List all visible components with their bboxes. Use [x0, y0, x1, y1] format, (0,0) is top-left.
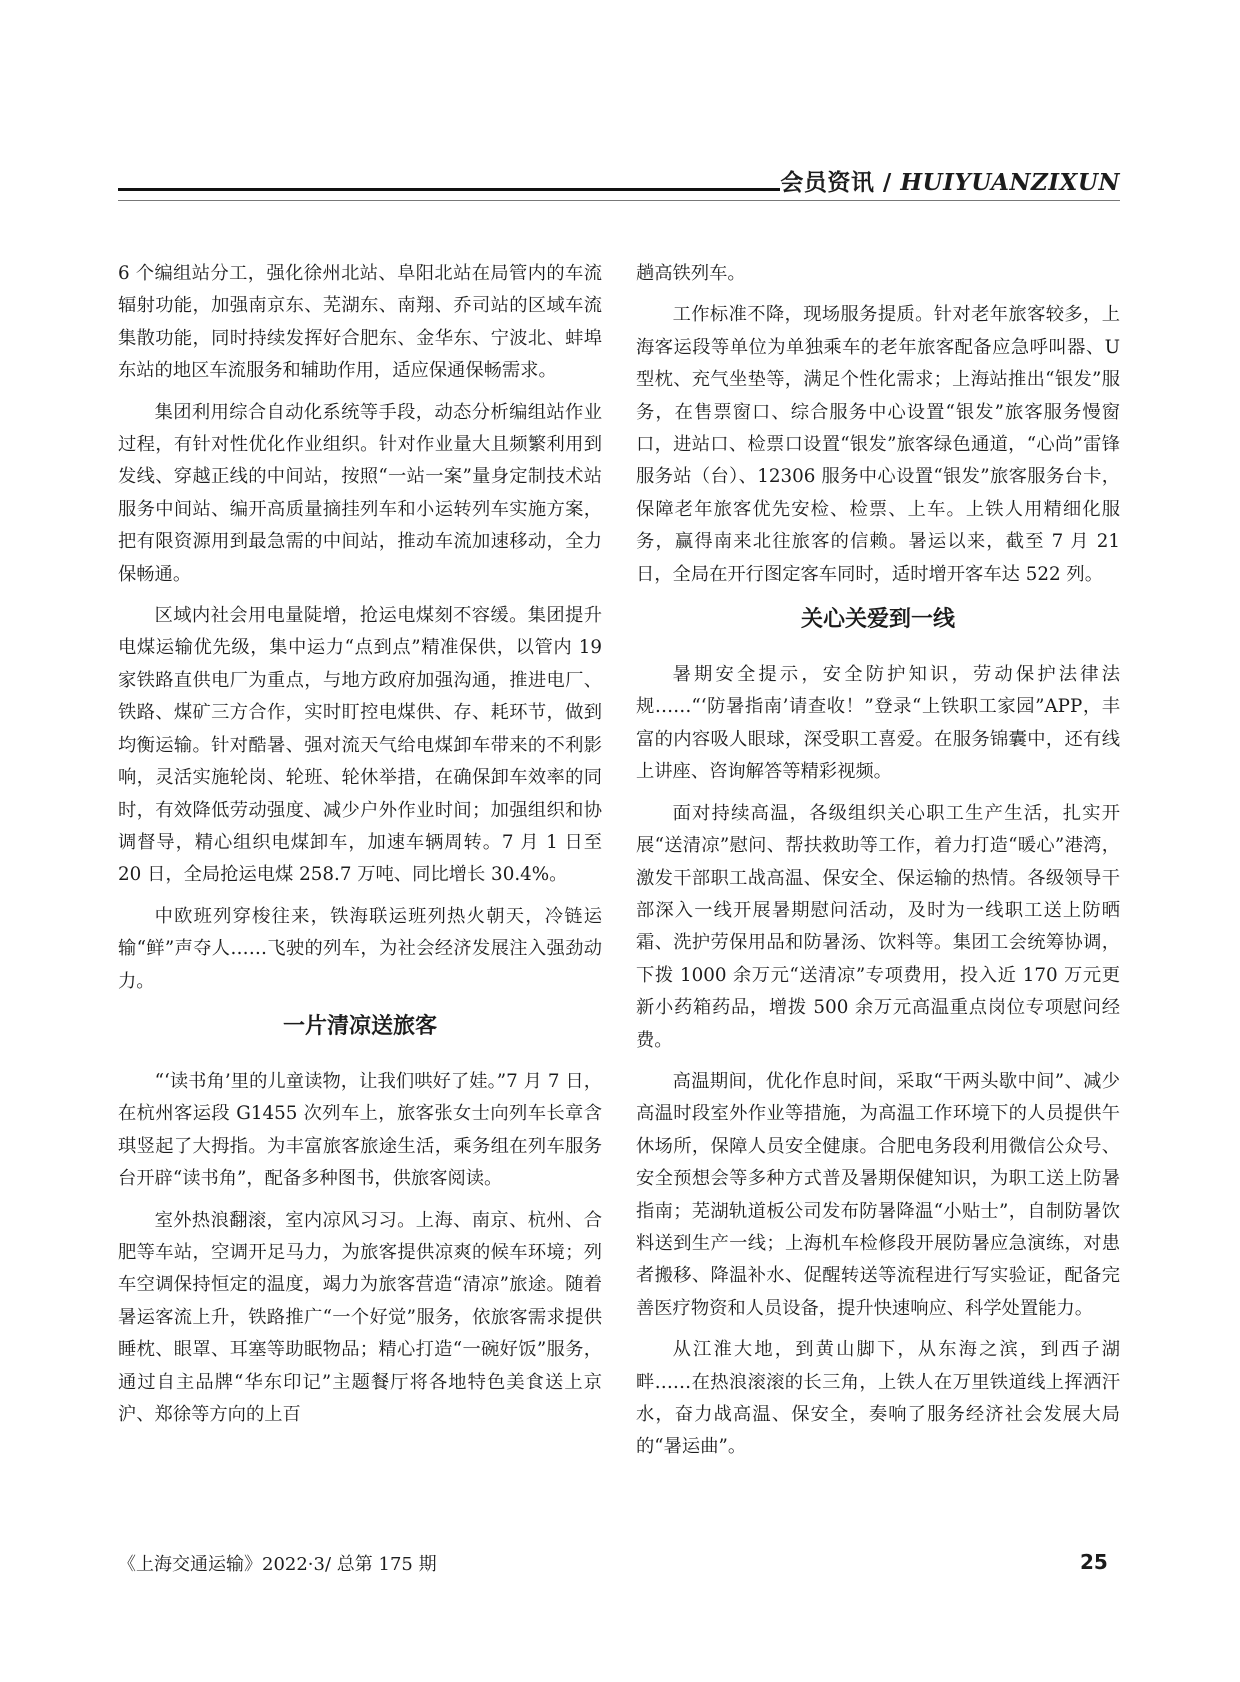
- paragraph: 面对持续高温，各级组织关心职工生产生活，扎实开展“送清凉”慰问、帮扶救助等工作，着力打造“暖心”港湾，激发干部职工战高温、保安全、保运输的热情。各级领导干部深入一线开展暑期慰问活动，及时为一线职工送上防晒霜、洗护劳保用品和防暑汤、饮料等。集团工会统筹协调，下拨 1000 余万元“送清凉”专项费用，投入近 170 万元更新小药箱药品，增拨 500 余万元高温重点岗位专项慰问经费。: [636, 802, 1120, 1051]
- right-column: [636, 258, 1120, 1473]
- paragraph: 室外热浪翻滚，室内凉风习习。上海、南京、杭州、合肥等车站，空调开足马力，为旅客提供凉爽的候车环境；列车空调保持恒定的温度，竭力为旅客营造“清凉”旅途。随着暑运客流上升，铁路推广“一个好觉”服务，依旅客需求提供睡枕、眼罩、耳塞等助眠物品；精心打造“一碗好饭”服务，通过自主品牌“华东印记”主题餐厅将各地特色美食送上京沪、郑徐等方向的上百: [118, 1209, 602, 1425]
- section-title: [780, 170, 1120, 196]
- paragraph: “‘读书角’里的儿童读物，让我们哄好了娃。”7 月 7 日，在杭州客运段 G1455 次列车上，旅客张女士向列车长章含琪竖起了大拇指。为丰富旅客旅途生活，乘务组在列车服务台开辟“读书角”，配备多种图书，供旅客阅读。: [118, 1070, 602, 1190]
- section-title-en: HUIYUANZIXUN: [900, 169, 1120, 196]
- paragraph: 中欧班列穿梭往来，铁海联运班列热火朝天，冷链运输“鲜”声夺人……飞驶的列车，为社会经济发展注入强劲动力。: [118, 905, 602, 992]
- paragraph: 6 个编组站分工，强化徐州北站、阜阳北站在局管内的车流辐射功能，加强南京东、芜湖东、南翔、乔司站的区域车流集散功能，同时持续发挥好合肥东、金华东、宁波北、蚌埠东站的地区车流服务和辅助作用，适应保通保畅需求。: [118, 263, 602, 382]
- section-heading: 一片清凉送旅客: [282, 1013, 437, 1039]
- paragraph: 暑期安全提示，安全防护知识，劳动保护法律法规……“‘防暑指南’请查收！”登录“上铁职工家园”APP，丰富的内容吸人眼球，深受职工喜爱。在服务锦囊中，还有线上讲座、咨询解答等精彩视频。: [636, 664, 1120, 783]
- header-rule-thin: [118, 200, 1120, 201]
- journal-citation: 《上海交通运输》2022·3/ 总第 175 期: [118, 1554, 437, 1575]
- header-rule-thick: [118, 188, 780, 191]
- page-header: [118, 170, 1120, 218]
- paragraph: 集团利用综合自动化系统等手段，动态分析编组站作业过程，有针对性优化作业组织。针对作业量大且频繁利用到发线、穿越正线的中间站，按照“一站一案”量身定制技术站服务中间站、编开高质量摘挂列车和小运转列车实施方案，把有限资源用到最急需的中间站，推动车流加速移动，全力保畅通。: [118, 401, 602, 585]
- paragraph: 高温期间，优化作息时间，采取“干两头歇中间”、减少高温时段室外作业等措施，为高温工作环境下的人员提供午休场所，保障人员安全健康。合肥电务段利用微信公众号、安全预想会等多种方式普及暑期保健知识，为职工送上防暑指南；芜湖轨道板公司发布防暑降温“小贴士”，自制防暑饮料送到生产一线；上海机车检修段开展防暑应急演练，对患者搬移、降温补水、促醒转送等流程进行写实验证，配备完善医疗物资和人员设备，提升快速响应、科学处置能力。: [636, 1070, 1120, 1319]
- section-title-separator: /: [874, 170, 901, 196]
- section-heading: 关心关爱到一线: [800, 607, 955, 633]
- page-number: 25: [1080, 1550, 1108, 1574]
- paragraph: 趟高铁列车。: [636, 263, 746, 284]
- paragraph: 区域内社会用电量陡增，抢运电煤刻不容缓。集团提升电煤运输优先级，集中运力“点到点”精准保供，以管内 19 家铁路直供电厂为重点，与地方政府加强沟通，推进电厂、铁路、煤矿三方合作，实时盯控电煤供、存、耗环节，做到均衡运输。针对酷暑、强对流天气给电煤卸车带来的不利影响，灵活实施轮岗、轮班、轮休举措，在确保卸车效率的同时，有效降低劳动强度、减少户外作业时间；加强组织和协调督导，精心组织电煤卸车，加速车辆周转。7 月 1 日至 20 日，全局抢运电煤 258.7 万吨、同比增长 30.4%。: [118, 605, 602, 886]
- paragraph: 从江淮大地，到黄山脚下，从东海之滨，到西子湖畔……在热浪滚滚的长三角，上铁人在万里铁道线上挥洒汗水，奋力战高温、保安全，奏响了服务经济社会发展大局的“暑运曲”。: [636, 1339, 1120, 1458]
- left-column: [118, 258, 602, 1440]
- section-title-cn: 会员资讯: [780, 170, 875, 196]
- paragraph: 工作标准不降，现场服务提质。针对老年旅客较多，上海客运段等单位为单独乘车的老年旅客配备应急呼叫器、U 型枕、充气坐垫等，满足个性化需求；上海站推出“银发”服务，在售票窗口、综合服务中心设置“银发”旅客服务慢窗口，进站口、检票口设置“银发”旅客绿色通道，“心尚”雷锋服务站（台）、12306 服务中心设置“银发”旅客服务台卡，保障老年旅客优先安检、检票、上车。上铁人用精细化服务，赢得南来北往旅客的信赖。暑运以来，截至 7 月 21 日，全局在开行图定客车同时，适时增开客车达 522 列。: [636, 304, 1120, 585]
